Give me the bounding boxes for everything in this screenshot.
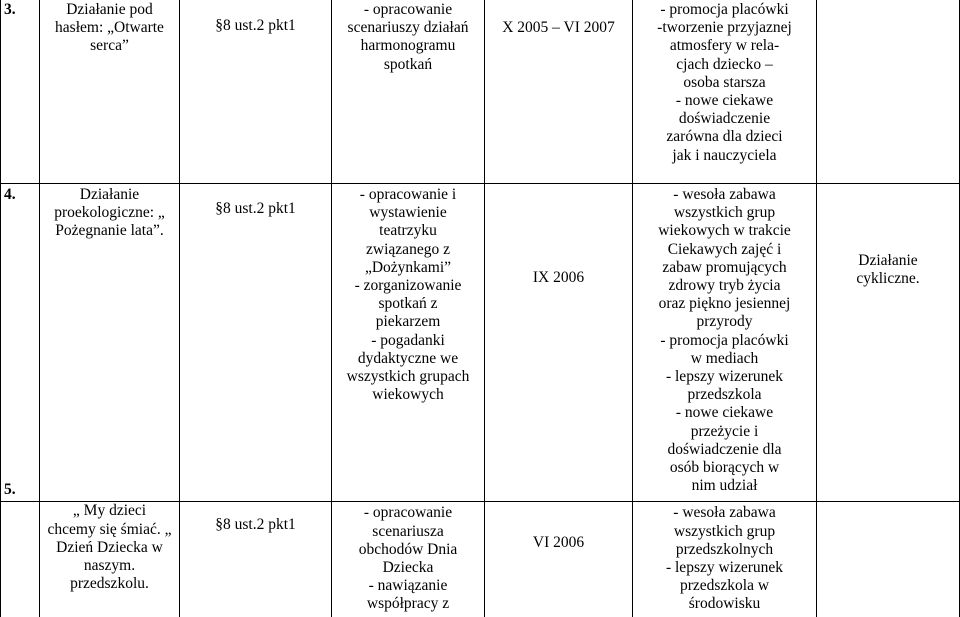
row-number-spacer [1,502,40,617]
term: IX 2006 [485,184,633,502]
activity-name: Działanie pod hasłem: „Otwarte serca” [40,0,180,184]
expected-effects: - wesoła zabawa wszystkich grup przedszkolnych - lepszy wizerunek przedszkola w środowisku [633,502,817,617]
table-row [1,184,960,502]
notes [817,502,960,617]
tasks: - opracowanie scenariusza obchodów Dnia Dziecka - nawiązanie współpracy z [332,502,485,617]
legal-basis: §8 ust.2 pkt1 [180,0,332,184]
notes [817,0,960,184]
tasks: - opracowanie i wystawienie teatrzyku związanego z „Dożynkami” - zorganizowanie spotkań z piekarzem - pogadanki dydaktyczne we wszystkich grupach wiekowych [332,184,485,502]
legal-basis: §8 ust.2 pkt1 [180,184,332,502]
activity-name: „ My dzieci chcemy się śmiać. „ Dzień Dziecka w naszym. przedszkolu. [40,502,180,617]
table-row [1,502,960,617]
tasks: - opracowanie scenariuszy działań harmonogramu spotkań [332,0,485,184]
activity-name: Działanie proekologiczne: „ Pożegnanie lata”. [40,184,180,502]
row-number: 4. 5. [1,184,40,502]
row-number-next: 5. [4,481,16,499]
term: X 2005 – VI 2007 [485,0,633,184]
term: VI 2006 [485,502,633,617]
legal-basis: §8 ust.2 pkt1 [180,502,332,617]
table-row [1,0,960,184]
row-number: 3. [1,0,40,184]
notes: Działanie cykliczne. [817,184,960,502]
expected-effects: - wesoła zabawa wszystkich grup wiekowych w trakcie Ciekawych zajęć i zabaw promujących zdrowy tryb życia oraz piękno jesiennej przyrody - promocja placówki w mediach - lepszy wizerunek przedszkola - nowe ciekawe przeżycie i doświadczenie dla osób biorących w nim udział [633,184,817,502]
expected-effects: - promocja placówki -tworzenie przyjaznej atmosfery w rela- cjach dziecko – osoba starsza - nowe ciekawe doświadczenie zarówna dla dzieci jak i nauczyciela [633,0,817,184]
